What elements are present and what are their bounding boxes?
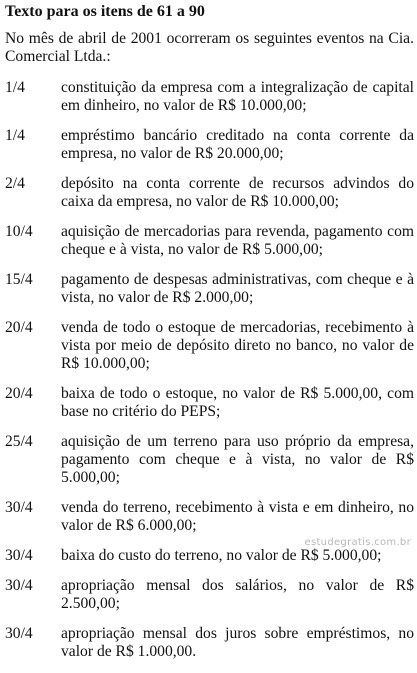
- event-description: apropriação mensal dos salários, no valor de R$ 2.500,00;: [61, 577, 414, 612]
- event-entry: [5, 223, 414, 259]
- event-description: venda do terreno, recebimento à vista e em dinheiro, no valor de R$ 6.000,00;: [61, 499, 414, 534]
- event-description: venda de todo o estoque de mercadorias, recebimento à vista por meio de depósito direto no banco, no valor de R$ 10.000,00;: [61, 319, 414, 372]
- event-date: 30/4: [5, 547, 33, 564]
- event-date: 20/4: [5, 319, 33, 336]
- event-list: [5, 79, 414, 661]
- event-date: 30/4: [5, 499, 33, 516]
- event-entry: [5, 433, 414, 487]
- event-description: aquisição de um terreno para uso próprio da empresa, pagamento com cheque e à vista, no valor de R$ 5.000,00;: [61, 433, 414, 486]
- event-description: aquisição de mercadorias para revenda, pagamento com cheque e à vista, no valor de R$ 5.000,00;: [61, 223, 414, 258]
- event-date: 15/4: [5, 271, 33, 288]
- event-description: baixa do custo do terreno, no valor de R$ 5.000,00;: [61, 547, 382, 564]
- event-date: 1/4: [5, 79, 25, 96]
- event-date: 30/4: [5, 625, 33, 642]
- event-date: 20/4: [5, 385, 33, 402]
- event-entry: [5, 175, 414, 211]
- intro-paragraph: No mês de abril de 2001 ocorreram os seguintes eventos na Cia. Comercial Ltda.:: [5, 30, 414, 65]
- event-entry: [5, 385, 414, 421]
- event-date: 30/4: [5, 577, 33, 594]
- event-entry: [5, 319, 414, 373]
- event-entry: [5, 271, 414, 307]
- site-watermark: estudegratis.com.br: [304, 537, 411, 548]
- event-date: 25/4: [5, 433, 33, 450]
- document: [5, 2, 414, 673]
- event-description: pagamento de despesas administrativas, com cheque e à vista, no valor de R$ 2.000,00;: [61, 271, 414, 306]
- event-description: baixa de todo o estoque, no valor de R$ 5.000,00, com base no critério do PEPS;: [61, 385, 414, 420]
- event-description: apropriação mensal dos juros sobre empréstimos, no valor de R$ 1.000,00.: [61, 625, 414, 660]
- event-description: empréstimo bancário creditado na conta corrente da empresa, no valor de R$ 20.000,00;: [61, 127, 414, 162]
- event-entry: [5, 577, 414, 613]
- event-date: 1/4: [5, 127, 25, 144]
- event-description: depósito na conta corrente de recursos advindos do caixa da empresa, no valor de R$ 10.000,00;: [61, 175, 414, 210]
- event-date: 2/4: [5, 175, 25, 192]
- event-description: constituição da empresa com a integralização de capital em dinheiro, no valor de R$ 10.000,00;: [61, 79, 414, 114]
- event-date: 10/4: [5, 223, 33, 240]
- event-entry: [5, 127, 414, 163]
- event-entry: [5, 499, 414, 535]
- event-entry: [5, 625, 414, 661]
- event-entry: [5, 79, 414, 115]
- event-entry: [5, 547, 414, 565]
- document-title: Texto para os itens de 61 a 90: [5, 3, 205, 20]
